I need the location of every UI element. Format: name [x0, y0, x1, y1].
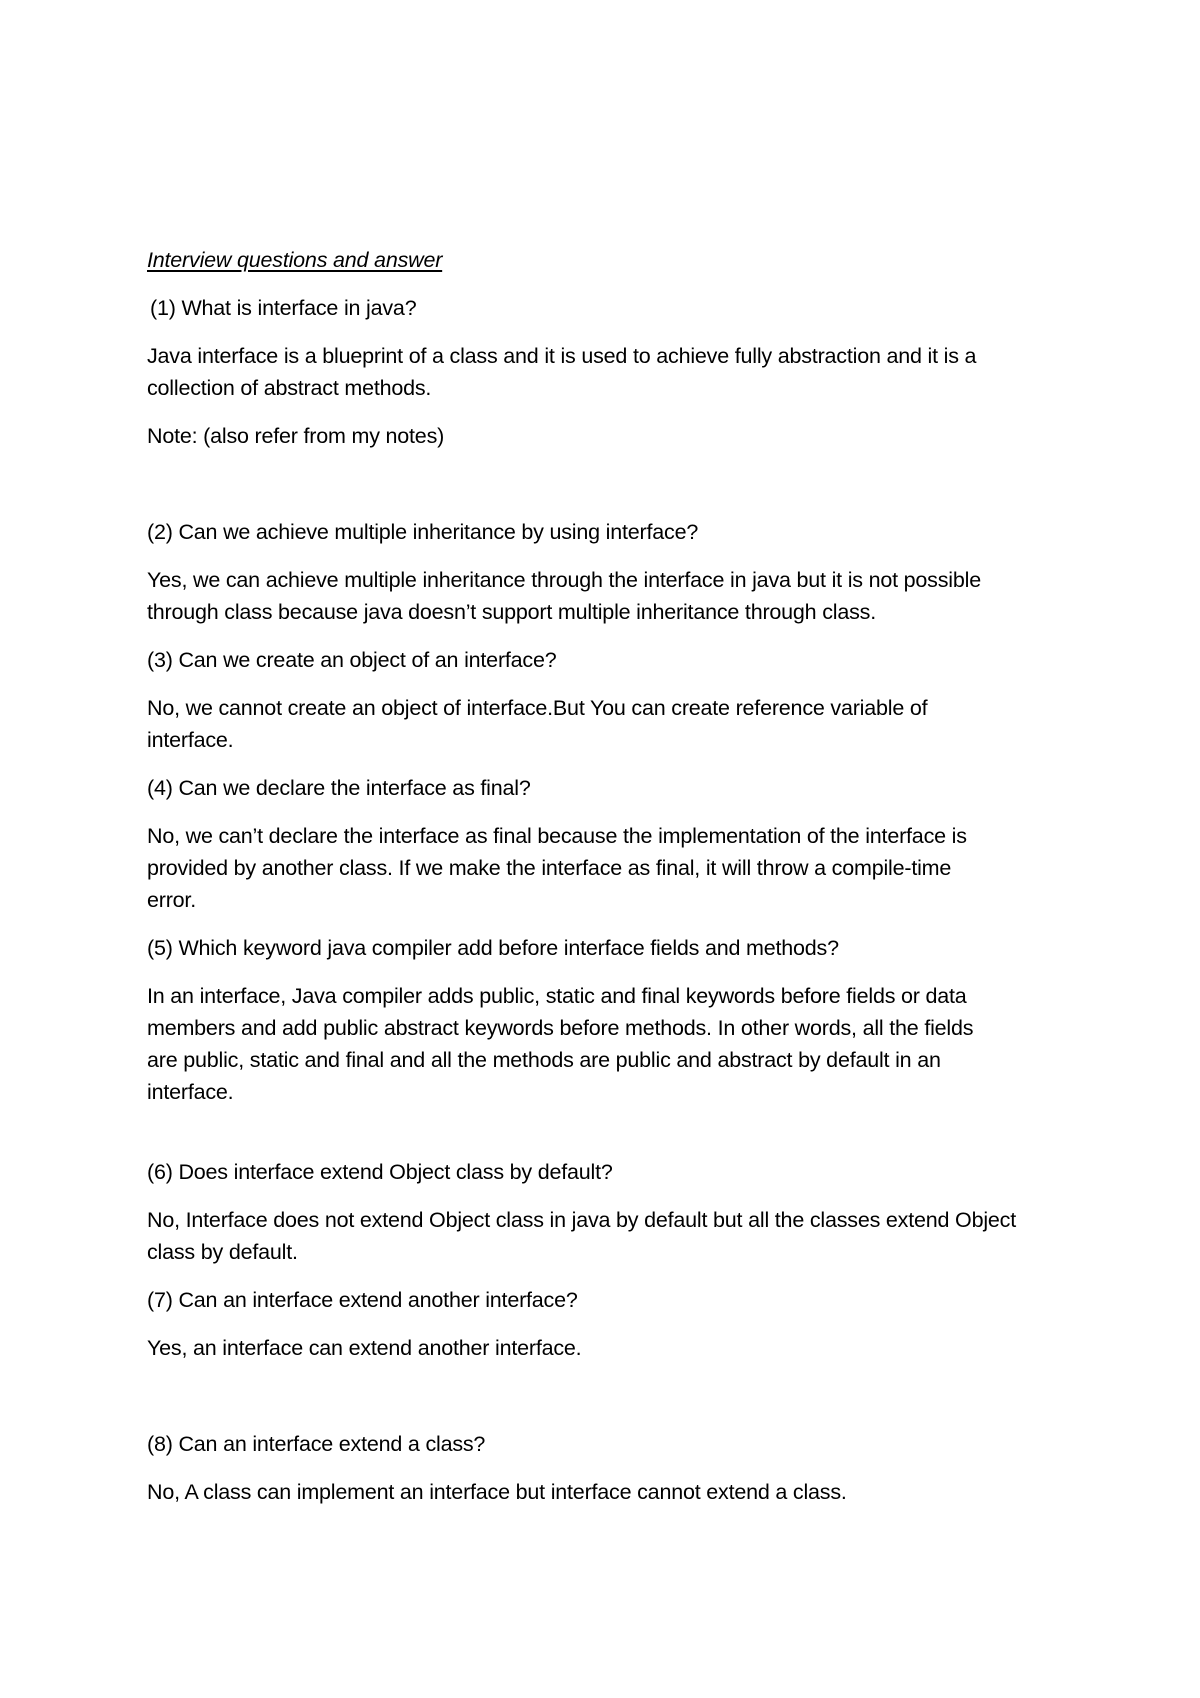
question-3: (3) Can we create an object of an interface?	[147, 648, 557, 672]
answer-3-line-2: interface.	[147, 728, 234, 752]
question-2: (2) Can we achieve multiple inheritance by using interface?	[147, 520, 699, 544]
question-6: (6) Does interface extend Object class by default?	[147, 1160, 613, 1184]
question-7: (7) Can an interface extend another interface?	[147, 1288, 578, 1312]
answer-2-line-1: Yes, we can achieve multiple inheritance through the interface in java but it is not possible	[147, 568, 981, 592]
question-1: (1) What is interface in java?	[150, 296, 417, 320]
answer-2-line-2: through class because java doesn’t support multiple inheritance through class.	[147, 600, 876, 624]
note-1: Note: (also refer from my notes)	[147, 424, 445, 448]
answer-4-line-3: error.	[147, 888, 196, 912]
question-8: (8) Can an interface extend a class?	[147, 1432, 486, 1456]
answer-7-line-1: Yes, an interface can extend another interface.	[147, 1336, 582, 1360]
answer-5-line-1: In an interface, Java compiler adds public, static and final keywords before fields or data	[147, 984, 967, 1008]
answer-5-line-3: are public, static and final and all the methods are public and abstract by default in an	[147, 1048, 941, 1072]
answer-3-line-1: No, we cannot create an object of interface.But You can create reference variable of	[147, 696, 928, 720]
question-5: (5) Which keyword java compiler add before interface fields and methods?	[147, 936, 839, 960]
answer-1-line-1: Java interface is a blueprint of a class and it is used to achieve fully abstraction and it is a	[147, 344, 977, 368]
question-4: (4) Can we declare the interface as final?	[147, 776, 531, 800]
answer-5-line-4: interface.	[147, 1080, 234, 1104]
answer-4-line-1: No, we can’t declare the interface as final because the implementation of the interface is	[147, 824, 967, 848]
answer-6-line-2: class by default.	[147, 1240, 298, 1264]
answer-5-line-2: members and add public abstract keywords before methods. In other words, all the fields	[147, 1016, 974, 1040]
answer-4-line-2: provided by another class. If we make the interface as final, it will throw a compile-time	[147, 856, 952, 880]
answer-6-line-1: No, Interface does not extend Object class in java by default but all the classes extend Object	[147, 1208, 1016, 1232]
answer-8-line-1: No, A class can implement an interface but interface cannot extend a class.	[147, 1480, 847, 1504]
answer-1-line-2: collection of abstract methods.	[147, 376, 432, 400]
document-title: Interview questions and answer	[147, 248, 443, 272]
